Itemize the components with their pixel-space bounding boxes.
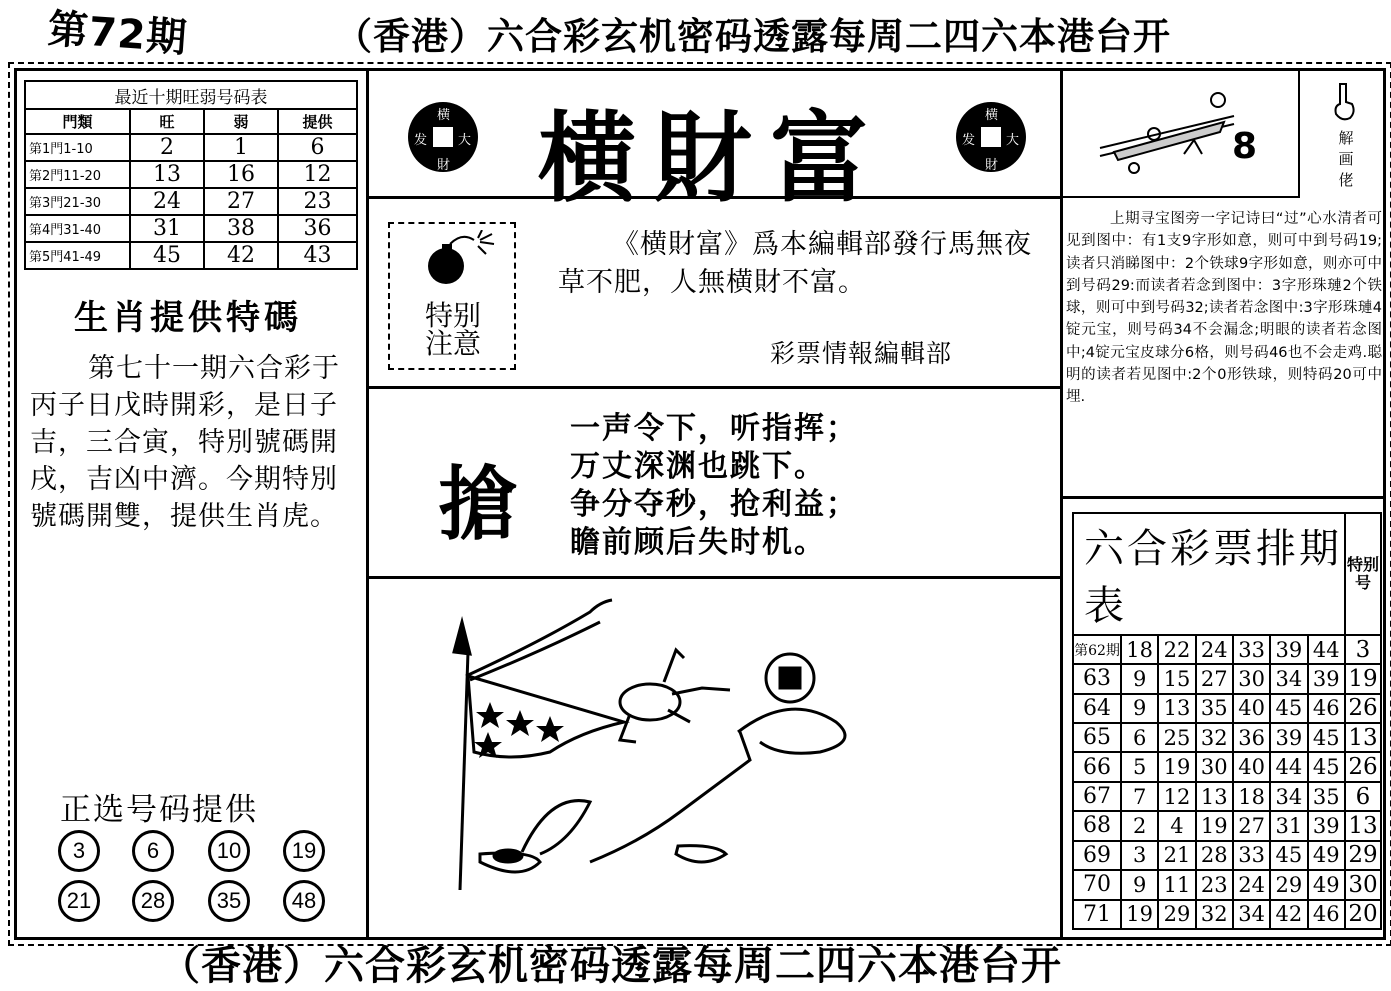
record-value: 31 xyxy=(130,215,204,242)
draw-number: 18 xyxy=(1233,782,1270,811)
draw-number: 40 xyxy=(1233,694,1270,723)
divider-riddle-side xyxy=(1298,70,1300,198)
draw-number: 34 xyxy=(1270,664,1307,693)
poem-line: 瞻前顾后失时机。 xyxy=(570,525,826,560)
draw-number: 28 xyxy=(1196,841,1233,870)
record-value: 45 xyxy=(130,242,204,269)
record-value: 38 xyxy=(204,215,278,242)
draw-number: 49 xyxy=(1308,841,1345,870)
table-row xyxy=(25,161,357,188)
record-header: 弱 xyxy=(204,109,278,134)
selection-title: 正选号码提供 xyxy=(60,792,258,828)
divider-right xyxy=(1060,70,1063,938)
draw-number: 18 xyxy=(1121,635,1158,664)
issue-number: 第72期 xyxy=(46,6,189,62)
record-value: 13 xyxy=(130,161,204,188)
footer-title: （香港）六合彩玄机密码透露每周二四六本港台开 xyxy=(160,942,1062,989)
draw-number: 21 xyxy=(1158,841,1195,870)
record-row-label: 第3門21-30 xyxy=(25,188,130,215)
draw-number: 29 xyxy=(1270,870,1307,899)
zodiac-body: 第七十一期六合彩于丙子日戊時開彩，是日子吉，三合寅，特別號碼開戌，吉凶中濟。今期特別號碼開雙，提供生肖虎。 xyxy=(30,353,340,532)
special-number: 13 xyxy=(1345,723,1381,752)
draw-number: 36 xyxy=(1233,723,1270,752)
record-row-label: 第1門1-10 xyxy=(25,134,130,161)
period-label: 70 xyxy=(1073,870,1121,899)
record-row-label: 第2門11-20 xyxy=(25,161,130,188)
poem-line: 一声令下，听指挥； xyxy=(570,411,858,446)
draw-number: 19 xyxy=(1196,811,1233,840)
poem xyxy=(570,410,858,562)
draw-number: 27 xyxy=(1233,811,1270,840)
special-number: 26 xyxy=(1345,752,1381,781)
draw-number: 11 xyxy=(1158,870,1195,899)
notice-label: 特别 注意 xyxy=(424,299,481,360)
divider-poem xyxy=(368,576,1061,579)
draw-number: 34 xyxy=(1270,782,1307,811)
draw-number: 33 xyxy=(1233,841,1270,870)
grab-character: 搶 xyxy=(438,458,518,551)
bomb-icon xyxy=(424,230,496,288)
divider-notice xyxy=(368,386,1061,389)
period-label: 64 xyxy=(1073,694,1121,723)
draw-number: 34 xyxy=(1233,900,1270,930)
period-label: 69 xyxy=(1073,841,1121,870)
banner-title: 横財富 xyxy=(537,101,886,216)
number-ball: 19 xyxy=(283,830,325,872)
record-value: 27 xyxy=(204,188,278,215)
draw-number: 49 xyxy=(1308,870,1345,899)
table-row xyxy=(1073,782,1381,811)
table-row xyxy=(25,188,357,215)
poem-line: 万丈深渊也跳下。 xyxy=(570,449,826,484)
draw-number: 46 xyxy=(1308,900,1345,930)
draw-number: 12 xyxy=(1158,782,1195,811)
draw-number: 4 xyxy=(1158,811,1195,840)
draw-number: 45 xyxy=(1308,723,1345,752)
period-label: 71 xyxy=(1073,900,1121,930)
draw-number: 25 xyxy=(1158,723,1195,752)
draw-number: 32 xyxy=(1196,723,1233,752)
draw-number: 35 xyxy=(1196,694,1233,723)
record-value: 12 xyxy=(278,161,357,188)
draw-number: 44 xyxy=(1308,635,1345,664)
record-value: 43 xyxy=(278,242,357,269)
draw-number: 44 xyxy=(1270,752,1307,781)
poem-line: 争分夺秒，抢利益； xyxy=(570,487,858,522)
coin-icon: 横 大 財 发 xyxy=(408,102,478,172)
draw-number: 5 xyxy=(1121,752,1158,781)
draw-number: 9 xyxy=(1121,664,1158,693)
draw-number: 6 xyxy=(1121,723,1158,752)
number-ball: 3 xyxy=(58,830,100,872)
draw-number: 29 xyxy=(1158,900,1195,930)
draw-number: 23 xyxy=(1196,870,1233,899)
draw-number: 32 xyxy=(1196,900,1233,930)
schedule-title: 六合彩票排期表 xyxy=(1073,513,1345,635)
table-row xyxy=(1073,635,1381,664)
record-value: 23 xyxy=(278,188,357,215)
riddle-text: 上期寻宝图旁一字记诗曰“过”心水清者可见到图中：有1支9字形如意，则可中到号码19;读者只消睇图中：2个铁球9字形如意，则亦可中到号码29:而读者若念到图中：3字形珠璉2个铁球，则可中到号码32;读者若念图中:3字形珠璉4锭元宝，则号码34不会漏念;明眼的读者若念图中;4锭元宝皮球分6格，则号码46也不会走鸡.聪明的读者若见图中:2个0形铁球，则特码20可中埋. xyxy=(1066,211,1382,406)
record-value: 1 xyxy=(204,134,278,161)
draw-number: 15 xyxy=(1158,664,1195,693)
draw-number: 39 xyxy=(1270,635,1307,664)
draw-number: 42 xyxy=(1270,900,1307,930)
draw-number: 24 xyxy=(1233,870,1270,899)
table-row xyxy=(1073,694,1381,723)
draw-number: 13 xyxy=(1196,782,1233,811)
record-header: 旺 xyxy=(130,109,204,134)
treasure-illustration xyxy=(440,592,880,902)
table-row xyxy=(1073,900,1381,930)
table-row xyxy=(1073,752,1381,781)
riddle-side-label: 解画佬 xyxy=(1338,129,1354,189)
period-label: 68 xyxy=(1073,811,1121,840)
special-number: 20 xyxy=(1345,900,1381,930)
number-ball: 21 xyxy=(58,880,100,922)
period-label: 67 xyxy=(1073,782,1121,811)
number-ball: 35 xyxy=(208,880,250,922)
divider-riddle xyxy=(1062,196,1298,198)
special-number-header: 特别号 xyxy=(1345,513,1381,635)
number-ball: 48 xyxy=(283,880,325,922)
draw-number: 40 xyxy=(1233,752,1270,781)
zodiac-title: 生肖提供特碼 xyxy=(74,298,302,338)
draw-number: 45 xyxy=(1308,752,1345,781)
table-row xyxy=(25,215,357,242)
table-row xyxy=(1073,723,1381,752)
draw-number: 45 xyxy=(1270,841,1307,870)
riddle-illustration xyxy=(1094,82,1244,182)
draw-number: 35 xyxy=(1308,782,1345,811)
draw-number: 33 xyxy=(1233,635,1270,664)
special-number: 3 xyxy=(1345,635,1381,664)
record-value: 2 xyxy=(130,134,204,161)
table-row xyxy=(1073,811,1381,840)
draw-number: 22 xyxy=(1158,635,1195,664)
notice-text: 《横財富》爲本編輯部發行馬無夜草不肥，人無横財不富。 xyxy=(558,229,1032,298)
draw-number: 27 xyxy=(1196,664,1233,693)
draw-number: 7 xyxy=(1121,782,1158,811)
draw-number: 2 xyxy=(1121,811,1158,840)
divider-schedule xyxy=(1062,496,1386,499)
record-value: 16 xyxy=(204,161,278,188)
pointing-hand-icon xyxy=(1330,80,1360,124)
record-row-label: 第5門41-49 xyxy=(25,242,130,269)
record-value: 36 xyxy=(278,215,357,242)
draw-number: 46 xyxy=(1308,694,1345,723)
special-number: 26 xyxy=(1345,694,1381,723)
draw-number: 39 xyxy=(1308,811,1345,840)
table-row xyxy=(1073,870,1381,899)
special-number: 13 xyxy=(1345,811,1381,840)
schedule-table xyxy=(1072,512,1382,930)
draw-number: 30 xyxy=(1233,664,1270,693)
riddle-number: 8 xyxy=(1232,126,1258,167)
record-value: 6 xyxy=(278,134,357,161)
draw-number: 19 xyxy=(1121,900,1158,930)
table-row xyxy=(25,134,357,161)
period-label: 63 xyxy=(1073,664,1121,693)
divider-left xyxy=(366,70,369,938)
table-row xyxy=(1073,841,1381,870)
draw-number: 13 xyxy=(1158,694,1195,723)
special-number: 30 xyxy=(1345,870,1381,899)
record-row-label: 第4門31-40 xyxy=(25,215,130,242)
coin-icon: 横 大 財 发 xyxy=(956,102,1026,172)
record-table xyxy=(24,80,358,270)
record-header: 門類 xyxy=(25,109,130,134)
draw-number: 30 xyxy=(1196,752,1233,781)
notice-signature: 彩票情報編輯部 xyxy=(770,339,953,368)
draw-number: 9 xyxy=(1121,694,1158,723)
draw-number: 24 xyxy=(1196,635,1233,664)
record-table-caption: 最近十期旺弱号码表 xyxy=(25,81,357,109)
table-row xyxy=(1073,664,1381,693)
period-label: 第62期 xyxy=(1073,635,1121,664)
number-ball: 6 xyxy=(132,830,174,872)
draw-number: 45 xyxy=(1270,694,1307,723)
number-ball: 10 xyxy=(208,830,250,872)
record-value: 42 xyxy=(204,242,278,269)
draw-number: 19 xyxy=(1158,752,1195,781)
draw-number: 39 xyxy=(1308,664,1345,693)
draw-number: 39 xyxy=(1270,723,1307,752)
number-ball: 28 xyxy=(132,880,174,922)
special-number: 29 xyxy=(1345,841,1381,870)
record-value: 24 xyxy=(130,188,204,215)
draw-number: 31 xyxy=(1270,811,1307,840)
special-number: 6 xyxy=(1345,782,1381,811)
table-row xyxy=(25,242,357,269)
draw-number: 3 xyxy=(1121,841,1158,870)
record-header: 提供 xyxy=(278,109,357,134)
page-title: （香港）六合彩玄机密码透露每周二四六本港台开 xyxy=(335,14,1171,58)
special-number: 19 xyxy=(1345,664,1381,693)
draw-number: 9 xyxy=(1121,870,1158,899)
period-label: 65 xyxy=(1073,723,1121,752)
period-label: 66 xyxy=(1073,752,1121,781)
